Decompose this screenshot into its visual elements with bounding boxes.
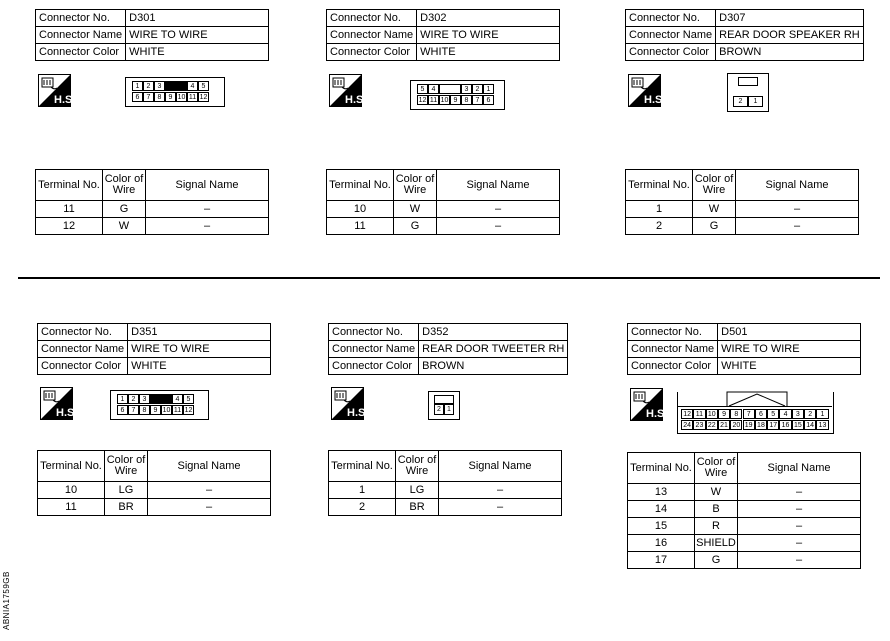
- pin-number: 7: [472, 95, 483, 105]
- info-row: [36, 27, 269, 44]
- connector-info-table: [37, 323, 271, 375]
- signal-name: –: [439, 482, 562, 499]
- terminal-no: 12: [36, 218, 103, 235]
- connector-color-label: Connector Color: [628, 358, 718, 375]
- info-row: [329, 358, 568, 375]
- connector-color-value: WHITE: [718, 358, 861, 375]
- hs-label: H.S.: [646, 408, 668, 420]
- connector-color-label: Connector Color: [327, 44, 417, 61]
- pin-number: 11: [693, 409, 705, 419]
- terminal-no-header: Terminal No.: [628, 453, 695, 484]
- terminal-header-row: [329, 451, 562, 482]
- signal-name: –: [738, 535, 861, 552]
- wire-color: SHIELD: [695, 535, 738, 552]
- harness-side-icon: [628, 74, 666, 107]
- pin-number: 6: [483, 95, 494, 105]
- pin-number: 15: [792, 420, 804, 430]
- pin-number: 10: [162, 407, 171, 414]
- pin-number: 9: [718, 409, 730, 419]
- pin-number: 6: [132, 92, 143, 102]
- terminal-header-row: [38, 451, 271, 482]
- terminal-row: [327, 201, 560, 218]
- color-of-wire-header: Color of Wire: [396, 451, 439, 482]
- pin-number: 7: [143, 92, 154, 102]
- signal-name: –: [738, 501, 861, 518]
- connector-color-label: Connector Color: [38, 358, 128, 375]
- figure-code: ABNIA1759GB: [2, 571, 11, 630]
- pin-number: 19: [743, 420, 755, 430]
- terminal-header-row: [628, 453, 861, 484]
- signal-name-header: Signal Name: [437, 170, 560, 201]
- wire-color: G: [693, 218, 736, 235]
- terminal-no: 1: [626, 201, 693, 218]
- terminal-no: 17: [628, 552, 695, 569]
- pin-number: 4: [187, 81, 198, 91]
- pin-number: 1: [748, 96, 763, 107]
- terminal-table: [625, 169, 859, 235]
- info-row: [38, 324, 271, 341]
- terminal-no-header: Terminal No.: [329, 451, 396, 482]
- wire-color: W: [695, 484, 738, 501]
- pin-number: 12: [184, 407, 193, 414]
- pin-number: 11: [173, 407, 182, 414]
- signal-name-header: Signal Name: [738, 453, 861, 484]
- signal-name: –: [437, 201, 560, 218]
- connector-name-value: REAR DOOR SPEAKER RH: [716, 27, 864, 44]
- color-of-wire-header: Color of Wire: [693, 170, 736, 201]
- info-row: [628, 324, 861, 341]
- pin-number: 8: [730, 409, 742, 419]
- connector-no-value: D301: [126, 10, 269, 27]
- wire-color: R: [695, 518, 738, 535]
- pin-number: 12: [418, 97, 427, 104]
- section-divider: [18, 277, 880, 279]
- wire-color: G: [695, 552, 738, 569]
- info-row: [38, 358, 271, 375]
- terminal-table: [35, 169, 269, 235]
- pin-number: 12: [681, 409, 693, 419]
- terminal-row: [329, 499, 562, 516]
- terminal-no-header: Terminal No.: [327, 170, 394, 201]
- wire-color: BR: [105, 499, 148, 516]
- terminal-no: 2: [329, 499, 396, 516]
- terminal-row: [36, 201, 269, 218]
- color-of-wire-header: Color of Wire: [105, 451, 148, 482]
- pin-number: 12: [199, 94, 208, 101]
- pin-number: 5: [767, 409, 779, 419]
- connector-info-table: [625, 9, 864, 61]
- connector-name-label: Connector Name: [329, 341, 419, 358]
- pin-number: 22: [706, 420, 718, 430]
- pin-number: 23: [693, 420, 705, 430]
- terminal-table: [326, 169, 560, 235]
- hs-label: H.S.: [644, 94, 666, 106]
- connector-latch: [738, 77, 758, 86]
- signal-name: –: [439, 499, 562, 516]
- terminal-row: [36, 218, 269, 235]
- connector-face: [110, 390, 209, 420]
- terminal-no: 13: [628, 484, 695, 501]
- connector-name-value: WIRE TO WIRE: [718, 341, 861, 358]
- pin-number: 5: [198, 81, 209, 91]
- signal-name: –: [736, 218, 859, 235]
- terminal-row: [38, 482, 271, 499]
- terminal-row: [628, 535, 861, 552]
- terminal-no: 16: [628, 535, 695, 552]
- pin-number: 21: [718, 420, 730, 430]
- pin-number: 8: [461, 95, 472, 105]
- connector-no-value: D351: [128, 324, 271, 341]
- terminal-row: [626, 218, 859, 235]
- terminal-table: [627, 452, 861, 569]
- connector-name-value: WIRE TO WIRE: [126, 27, 269, 44]
- harness-side-icon: [329, 74, 367, 107]
- pin-number: 18: [755, 420, 767, 430]
- connector-color-value: WHITE: [128, 358, 271, 375]
- info-row: [626, 10, 864, 27]
- connector-color-value: BROWN: [716, 44, 864, 61]
- pin-number: 1: [117, 394, 128, 404]
- pin-number: 2: [128, 394, 139, 404]
- wire-color: LG: [396, 482, 439, 499]
- terminal-header-row: [36, 170, 269, 201]
- terminal-no-header: Terminal No.: [36, 170, 103, 201]
- connector-name-value: WIRE TO WIRE: [128, 341, 271, 358]
- connector-latch: [434, 395, 454, 404]
- pin-number: 9: [150, 405, 161, 415]
- wire-color: B: [695, 501, 738, 518]
- pin-number: 2: [733, 96, 748, 107]
- pin-number: 9: [165, 92, 176, 102]
- terminal-no: 11: [36, 201, 103, 218]
- pin-number: 7: [128, 405, 139, 415]
- connector-no-value: D307: [716, 10, 864, 27]
- info-row: [38, 341, 271, 358]
- info-row: [626, 27, 864, 44]
- color-of-wire-header: Color of Wire: [394, 170, 437, 201]
- info-row: [626, 44, 864, 61]
- connector-name-value: REAR DOOR TWEETER RH: [419, 341, 568, 358]
- pin-number: 3: [461, 84, 472, 94]
- pin-number: 3: [139, 394, 150, 404]
- pin-number: 2: [804, 409, 816, 419]
- terminal-no-header: Terminal No.: [38, 451, 105, 482]
- harness-side-icon: [331, 387, 369, 420]
- pin-number: 1: [483, 84, 494, 94]
- info-row: [327, 27, 560, 44]
- connector-face: [428, 391, 460, 420]
- signal-name: –: [148, 482, 271, 499]
- connector-face: [677, 392, 834, 434]
- connector-outline: [677, 406, 832, 407]
- signal-name: –: [148, 499, 271, 516]
- pin-number: 14: [804, 420, 816, 430]
- wire-color: W: [103, 218, 146, 235]
- signal-name-header: Signal Name: [146, 170, 269, 201]
- hs-label: H.S.: [54, 94, 76, 106]
- info-row: [329, 324, 568, 341]
- connector-color-label: Connector Color: [626, 44, 716, 61]
- connector-no-label: Connector No.: [329, 324, 419, 341]
- terminal-no: 10: [38, 482, 105, 499]
- connector-no-label: Connector No.: [38, 324, 128, 341]
- wire-color: G: [394, 218, 437, 235]
- terminal-no: 15: [628, 518, 695, 535]
- connector-no-label: Connector No.: [628, 324, 718, 341]
- pin-number: 2: [143, 81, 154, 91]
- terminal-no: 1: [329, 482, 396, 499]
- connector-face: [727, 73, 769, 112]
- terminal-table: [37, 450, 271, 516]
- pin-number: 6: [755, 409, 767, 419]
- terminal-header-row: [626, 170, 859, 201]
- connector-name-label: Connector Name: [628, 341, 718, 358]
- terminal-no: 11: [38, 499, 105, 516]
- pin-number: 8: [154, 92, 165, 102]
- terminal-table: [328, 450, 562, 516]
- signal-name-header: Signal Name: [148, 451, 271, 482]
- connector-name-label: Connector Name: [36, 27, 126, 44]
- signal-name: –: [736, 201, 859, 218]
- pin-number: 4: [779, 409, 791, 419]
- terminal-header-row: [327, 170, 560, 201]
- terminal-row: [327, 218, 560, 235]
- pin-number: 2: [434, 404, 444, 415]
- signal-name-header: Signal Name: [736, 170, 859, 201]
- harness-side-icon: [630, 388, 668, 421]
- pin-number: 1: [816, 409, 828, 419]
- terminal-no: 11: [327, 218, 394, 235]
- hs-label: H.S.: [345, 94, 367, 106]
- wire-color: G: [103, 201, 146, 218]
- connector-color-label: Connector Color: [329, 358, 419, 375]
- pin-number: 1: [444, 404, 454, 415]
- wire-color: BR: [396, 499, 439, 516]
- pin-number: 20: [730, 420, 742, 430]
- connector-info-table: [35, 9, 269, 61]
- color-of-wire-header: Color of Wire: [103, 170, 146, 201]
- connector-color-label: Connector Color: [36, 44, 126, 61]
- pin-key-block: [150, 394, 172, 404]
- hs-label: H.S.: [347, 407, 369, 419]
- signal-name-header: Signal Name: [439, 451, 562, 482]
- info-row: [36, 44, 269, 61]
- terminal-no-header: Terminal No.: [626, 170, 693, 201]
- pin-number: 3: [154, 81, 165, 91]
- info-row: [329, 341, 568, 358]
- pin-number: 4: [428, 84, 439, 94]
- terminal-row: [329, 482, 562, 499]
- pin-number: 10: [177, 94, 186, 101]
- pin-number: 10: [706, 409, 718, 419]
- info-row: [628, 341, 861, 358]
- connector-name-label: Connector Name: [327, 27, 417, 44]
- pin-number: 3: [792, 409, 804, 419]
- pin-key-block: [165, 81, 187, 91]
- wire-color: W: [693, 201, 736, 218]
- connector-color-value: BROWN: [419, 358, 568, 375]
- connector-no-value: D352: [419, 324, 568, 341]
- pin-number: 5: [183, 394, 194, 404]
- connector-face: [410, 80, 505, 110]
- signal-name: –: [146, 201, 269, 218]
- connector-name-value: WIRE TO WIRE: [417, 27, 560, 44]
- signal-name: –: [146, 218, 269, 235]
- connector-face: [125, 77, 225, 107]
- pin-number: [439, 84, 461, 94]
- terminal-row: [628, 501, 861, 518]
- terminal-no: 10: [327, 201, 394, 218]
- connector-color-value: WHITE: [417, 44, 560, 61]
- terminal-row: [626, 201, 859, 218]
- signal-name: –: [738, 484, 861, 501]
- connector-no-value: D501: [718, 324, 861, 341]
- info-row: [628, 358, 861, 375]
- connector-no-label: Connector No.: [327, 10, 417, 27]
- pin-number: 5: [417, 84, 428, 94]
- connector-hood: [677, 391, 832, 407]
- signal-name: –: [437, 218, 560, 235]
- info-row: [327, 44, 560, 61]
- harness-side-icon: [38, 74, 76, 107]
- connector-name-label: Connector Name: [626, 27, 716, 44]
- connector-no-label: Connector No.: [626, 10, 716, 27]
- harness-side-icon: [40, 387, 78, 420]
- pin-number: 13: [816, 420, 828, 430]
- wire-color: LG: [105, 482, 148, 499]
- hs-label: H.S.: [56, 407, 78, 419]
- color-of-wire-header: Color of Wire: [695, 453, 738, 484]
- connector-info-table: [328, 323, 568, 375]
- terminal-no: 2: [626, 218, 693, 235]
- connector-name-label: Connector Name: [38, 341, 128, 358]
- signal-name: –: [738, 518, 861, 535]
- signal-name: –: [738, 552, 861, 569]
- terminal-row: [628, 518, 861, 535]
- connector-info-table: [326, 9, 560, 61]
- pin-number: 8: [139, 405, 150, 415]
- pin-number: 11: [188, 94, 197, 101]
- info-row: [327, 10, 560, 27]
- pin-number: 6: [117, 405, 128, 415]
- connector-no-label: Connector No.: [36, 10, 126, 27]
- connector-no-value: D302: [417, 10, 560, 27]
- pin-number: 1: [132, 81, 143, 91]
- wire-color: W: [394, 201, 437, 218]
- connector-color-value: WHITE: [126, 44, 269, 61]
- pin-number: 24: [681, 420, 693, 430]
- pin-number: 10: [440, 97, 449, 104]
- pin-number: 7: [743, 409, 755, 419]
- pin-number: 16: [779, 420, 791, 430]
- terminal-no: 14: [628, 501, 695, 518]
- terminal-row: [38, 499, 271, 516]
- pin-number: 4: [172, 394, 183, 404]
- connector-info-table: [627, 323, 861, 375]
- pin-number: 2: [472, 84, 483, 94]
- pin-number: 17: [767, 420, 779, 430]
- info-row: [36, 10, 269, 27]
- pin-number: 11: [429, 97, 438, 104]
- pin-number: 9: [450, 95, 461, 105]
- terminal-row: [628, 484, 861, 501]
- terminal-row: [628, 552, 861, 569]
